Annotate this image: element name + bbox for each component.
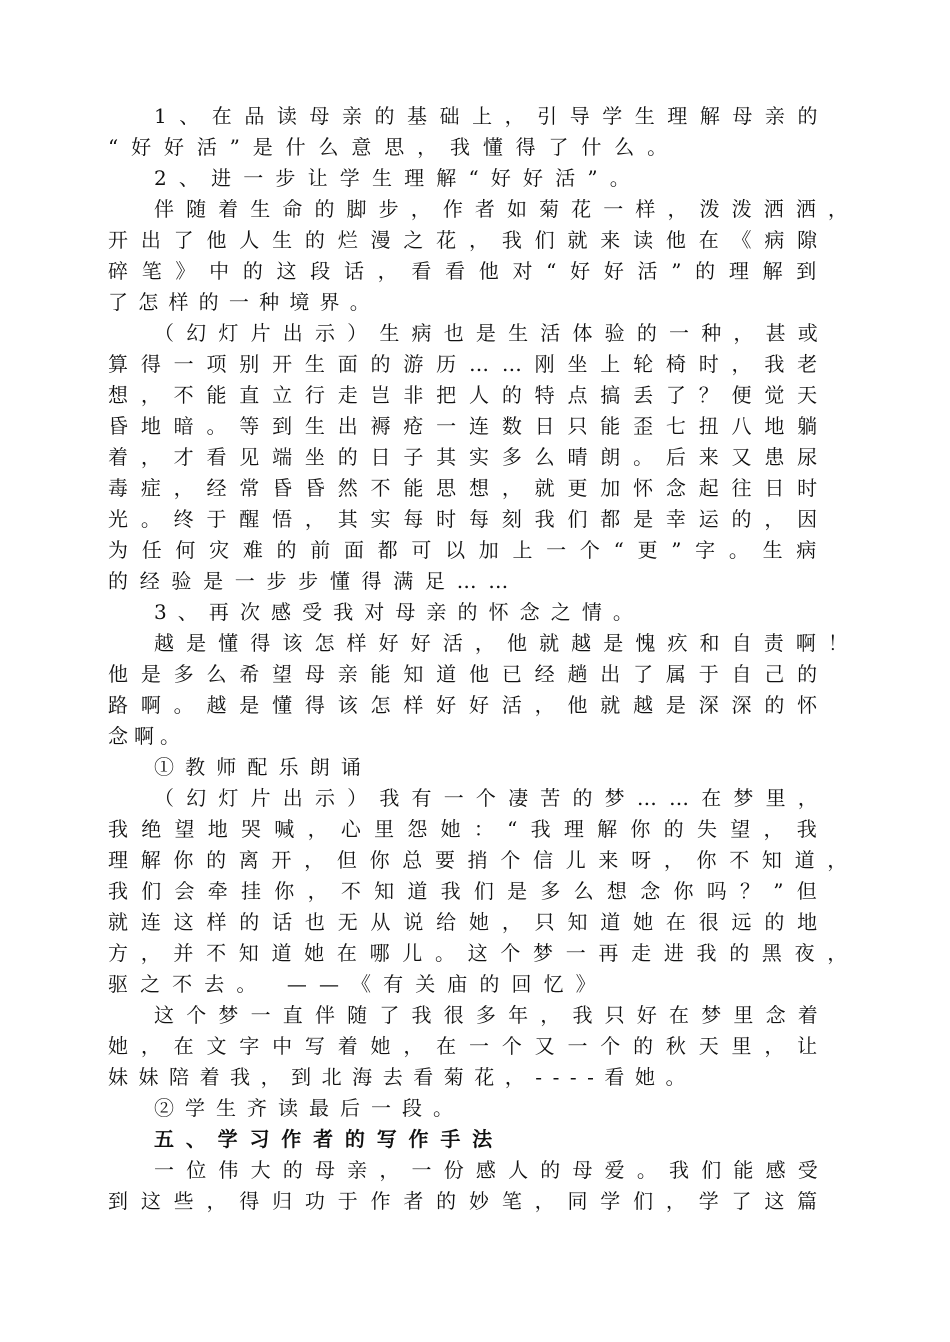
line-text: 为任何灾难的前面都可以加上一个“更”字。生病 [108, 538, 830, 562]
text-line [0, 132, 950, 163]
line-text: 2、进一步让学生理解“好好活”。 [154, 166, 642, 190]
text-line [0, 349, 950, 380]
text-line [0, 411, 950, 442]
text-line [0, 907, 950, 938]
text-line [0, 1031, 950, 1062]
text-line [0, 1062, 950, 1093]
text-line [0, 380, 950, 411]
line-text: 理解你的离开，但你总要捎个信儿来呀，你不知道， [108, 848, 860, 872]
line-text: 念啊。 [108, 724, 186, 748]
line-text: 妹妹陪着我，到北海去看菊花，----看她。 [108, 1065, 696, 1089]
text-line [0, 535, 950, 566]
text-line [0, 566, 950, 597]
line-text: 3、再次感受我对母亲的怀念之情。 [154, 600, 644, 624]
line-text: 的经验是一步步懂得满足…… [108, 569, 520, 593]
line-text: 1、在品读母亲的基础上，引导学生理解母亲的 [154, 104, 830, 128]
section-heading [0, 1124, 950, 1155]
line-text: “好好活”是什么意思，我懂得了什么。 [108, 135, 680, 159]
text-line [0, 938, 950, 969]
text-line [0, 628, 950, 659]
line-text: 了怎样的一种境界。 [108, 290, 380, 314]
line-text: 碎笔》中的这段话，看看他对“好好活”的理解到 [108, 259, 830, 283]
line-text: 想，不能直立行走岂非把人的特点搞丢了？便觉天 [108, 383, 830, 407]
text-line [0, 659, 950, 690]
text-line [0, 194, 950, 225]
text-line [0, 318, 950, 349]
line-text: 毒症，经常昏昏然不能思想，就更加怀念起往日时 [108, 476, 830, 500]
text-line [0, 597, 950, 628]
text-line [0, 876, 950, 907]
line-text: 越是懂得该怎样好好活，他就越是愧疚和自责啊！ [154, 631, 860, 655]
text-line [0, 287, 950, 318]
text-line [0, 690, 950, 721]
line-text: 方，并不知道她在哪儿。这个梦一再走进我的黑夜， [108, 941, 860, 965]
line-text: 这个梦一直伴随了我很多年，我只好在梦里念着 [154, 1003, 830, 1027]
heading-text: 五、学习作者的写作手法 [154, 1127, 504, 1151]
line-text: 一位伟大的母亲，一份感人的母爱。我们能感受 [154, 1158, 830, 1182]
line-text: 伴随着生命的脚步，作者如菊花一样，泼泼洒洒， [154, 197, 860, 221]
line-text: 驱之不去。 ——《有关庙的回忆》 [108, 972, 608, 996]
line-text: （幻灯片出示）我有一个凄苦的梦……在梦里， [154, 786, 830, 810]
line-text: 路啊。越是懂得该怎样好好活，他就越是深深的怀 [108, 693, 830, 717]
line-text: 她，在文字中写着她，在一个又一个的秋天里，让 [108, 1034, 830, 1058]
line-text: 就连这样的话也无从说给她，只知道她在很远的地 [108, 910, 830, 934]
line-text: 开出了他人生的烂漫之花，我们就来读他在《病隙 [108, 228, 830, 252]
text-line [0, 1093, 950, 1124]
line-text: 昏地暗。等到生出褥疮一连数日只能歪七扭八地躺 [108, 414, 830, 438]
text-line [0, 783, 950, 814]
text-line [0, 442, 950, 473]
line-text: 他是多么希望母亲能知道他已经趟出了属于自己的 [108, 662, 830, 686]
text-line [0, 225, 950, 256]
text-line [0, 1155, 950, 1186]
text-line [0, 969, 950, 1000]
text-line [0, 814, 950, 845]
line-text: ②学生齐读最后一段。 [154, 1096, 464, 1120]
text-line [0, 473, 950, 504]
text-line [0, 504, 950, 535]
text-line [0, 721, 950, 752]
line-text: 着，才看见端坐的日子其实多么晴朗。后来又患尿 [108, 445, 830, 469]
line-text: ①教师配乐朗诵 [154, 755, 372, 779]
line-text: 光。终于醒悟，其实每时每刻我们都是幸运的，因 [108, 507, 830, 531]
text-line [0, 256, 950, 287]
line-text: （幻灯片出示）生病也是生活体验的一种，甚或 [154, 321, 830, 345]
text-line [0, 101, 950, 132]
text-line [0, 845, 950, 876]
line-text: 我绝望地哭喊，心里怨她：“我理解你的失望，我 [108, 817, 830, 841]
text-line [0, 752, 950, 783]
text-line [0, 163, 950, 194]
text-line [0, 1186, 950, 1217]
line-text: 算得一项别开生面的游历……刚坐上轮椅时，我老 [108, 352, 830, 376]
text-line [0, 1000, 950, 1031]
line-text: 我们会牵挂你，不知道我们是多么想念你吗？”但 [108, 879, 830, 903]
line-text: 到这些，得归功于作者的妙笔，同学们，学了这篇 [108, 1189, 830, 1213]
